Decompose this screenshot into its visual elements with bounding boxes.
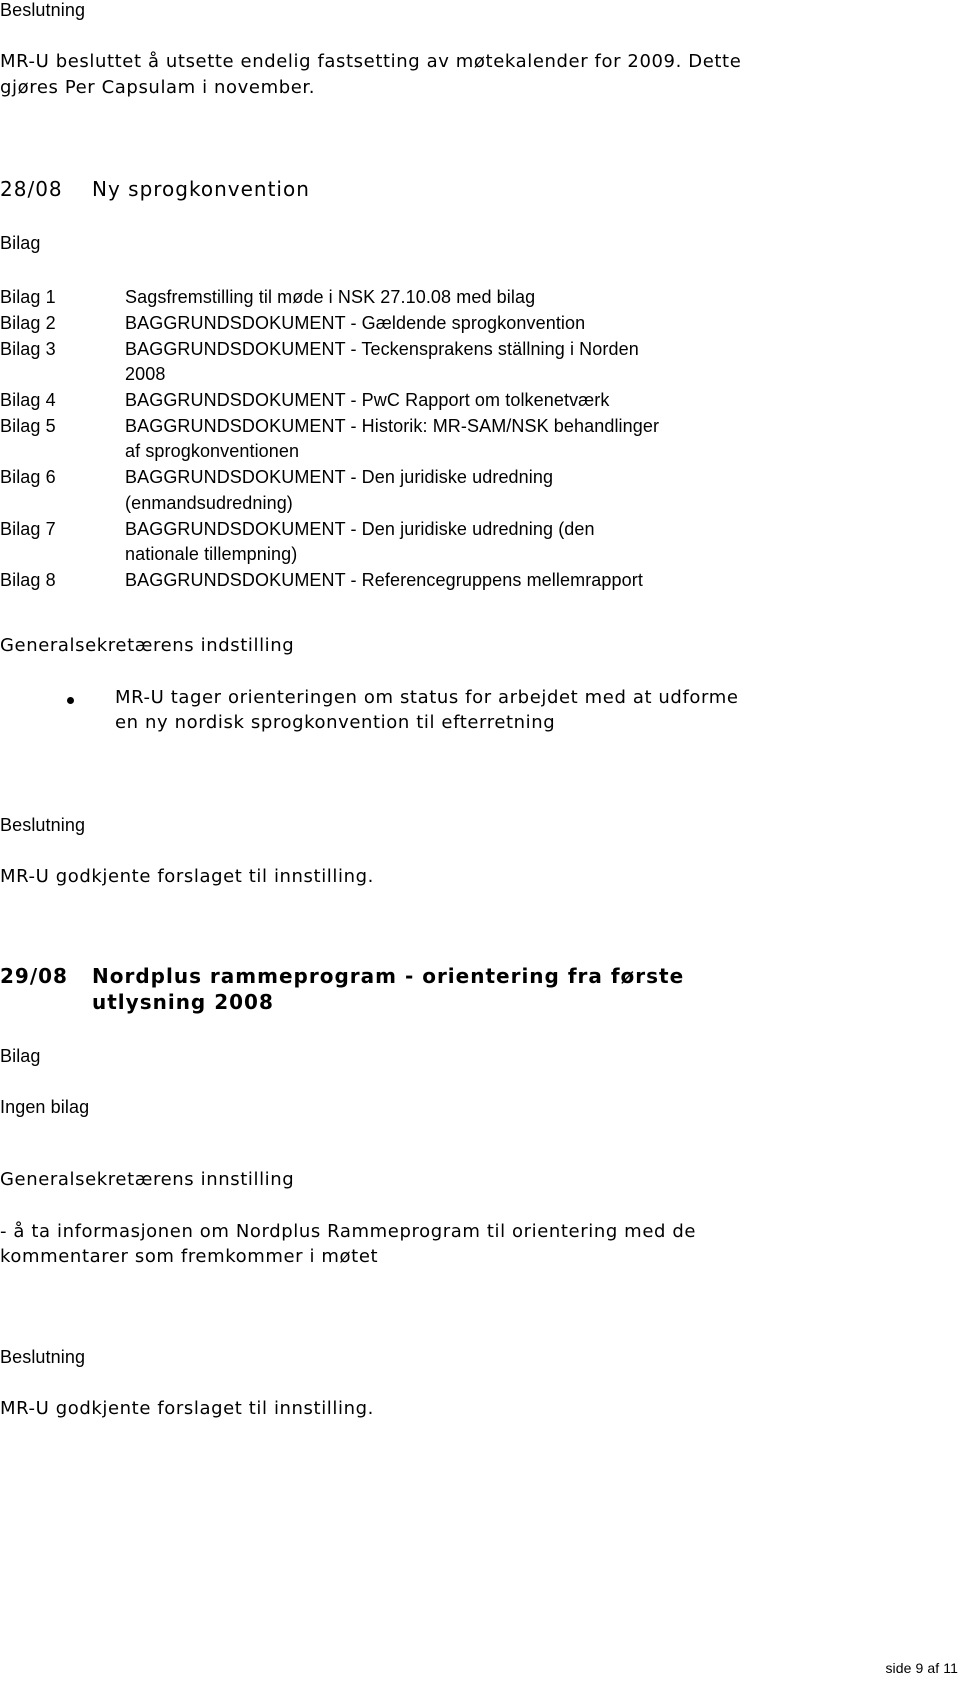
section-heading-bilag: Bilag — [0, 1046, 41, 1066]
attachment-title: BAGGRUNDSDOKUMENT - Historik: MR-SAM/NSK behandlinger — [125, 416, 660, 436]
attachment-label: Bilag 4 — [0, 390, 56, 410]
beslutning-text-line: MR-U besluttet å utsette endelig fastsetting av møtekalender for 2009. Dette — [0, 51, 742, 72]
attachment-title-continued: (enmandsudredning) — [125, 493, 293, 513]
section-heading-beslutning: Beslutning — [0, 1347, 86, 1367]
recommendation-text-line: MR-U tager orienteringen om status for arbejdet med at udforme — [115, 687, 739, 708]
attachment-title: BAGGRUNDSDOKUMENT - Den juridiske udredning (den — [125, 519, 595, 539]
beslutning-text-line: gjøres Per Capsulam i november. — [0, 77, 316, 98]
attachment-label: Bilag 7 — [0, 519, 56, 539]
attachment-title-continued: 2008 — [125, 364, 166, 384]
attachment-title: BAGGRUNDSDOKUMENT - Referencegruppens mellemrapport — [125, 570, 643, 590]
recommendation-text-line: kommentarer som fremkommer i møtet — [0, 1246, 379, 1267]
agenda-item-title: Ny sprogkonvention — [92, 177, 310, 201]
bilag-text: Ingen bilag — [0, 1097, 90, 1117]
recommendation-text-line: - å ta informasjonen om Nordplus Rammeprogram til orientering med de — [0, 1221, 697, 1242]
section-heading-bilag: Bilag — [0, 233, 41, 253]
recommendation-text-line: en ny nordisk sprogkonvention til efterretning — [115, 712, 556, 733]
attachment-title: Sagsfremstilling til møde i NSK 27.10.08 med bilag — [125, 287, 536, 307]
section-heading-generalsekretaer: Generalsekretærens indstilling — [0, 635, 295, 656]
attachment-title-continued: af sprogkonventionen — [125, 441, 300, 461]
decision-text: MR-U godkjente forslaget til innstilling. — [0, 1398, 374, 1419]
attachment-title: BAGGRUNDSDOKUMENT - Den juridiske udredning — [125, 467, 554, 487]
agenda-item-number: 29/08 — [0, 964, 68, 988]
bullet-icon — [67, 697, 74, 704]
decision-text: MR-U godkjente forslaget til innstilling. — [0, 866, 374, 887]
attachment-title-continued: nationale tillempning) — [125, 544, 298, 564]
attachment-label: Bilag 5 — [0, 416, 56, 436]
agenda-item-number: 28/08 — [0, 177, 63, 201]
attachment-title: BAGGRUNDSDOKUMENT - Gældende sprogkonvention — [125, 313, 586, 333]
attachment-label: Bilag 8 — [0, 570, 56, 590]
page-number: side 9 af 11 — [885, 1660, 958, 1676]
section-heading-beslutning: Beslutning — [0, 0, 86, 20]
section-heading-beslutning: Beslutning — [0, 815, 86, 835]
attachment-label: Bilag 1 — [0, 287, 56, 307]
agenda-item-title: Nordplus rammeprogram - orientering fra første — [92, 964, 685, 988]
attachment-label: Bilag 2 — [0, 313, 56, 333]
attachment-label: Bilag 3 — [0, 339, 56, 359]
section-heading-generalsekretaer: Generalsekretærens innstilling — [0, 1169, 295, 1190]
attachment-label: Bilag 6 — [0, 467, 56, 487]
attachment-title: BAGGRUNDSDOKUMENT - Teckensprakens ställning i Norden — [125, 339, 639, 359]
attachment-title: BAGGRUNDSDOKUMENT - PwC Rapport om tolkenetværk — [125, 390, 610, 410]
agenda-item-title-continued: utlysning 2008 — [92, 990, 274, 1014]
